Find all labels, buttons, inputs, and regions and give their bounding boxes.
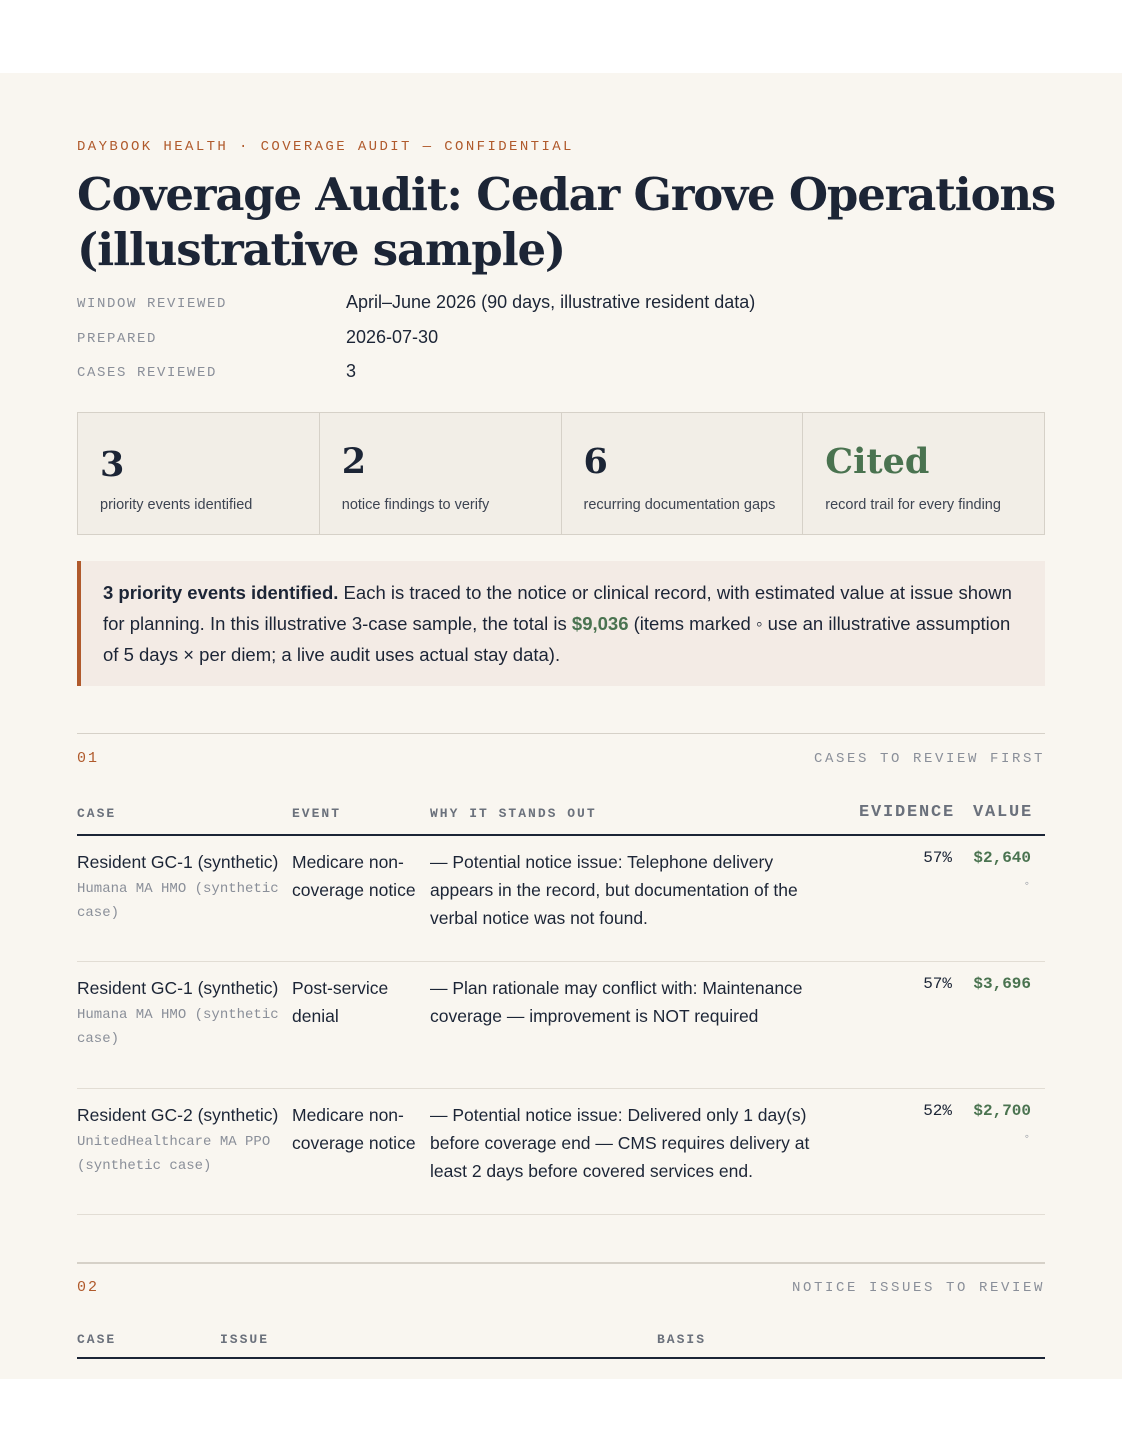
column-header-issue: ISSUE: [220, 1332, 270, 1347]
meta-row-window: [77, 291, 1045, 326]
section-title: CASES TO REVIEW FIRST: [813, 751, 1045, 767]
summary-callout: [77, 561, 1045, 686]
evidence-cell: 57%: [923, 975, 952, 993]
assumption-marker-icon: ◦: [1024, 1129, 1029, 1143]
meta-value: 2026-07-30: [346, 326, 439, 347]
stat-value: 3: [100, 444, 125, 485]
table-row: [77, 1089, 1045, 1215]
column-header-evidence: EVIDENCE: [859, 803, 956, 822]
case-name: Resident GC-1 (synthetic): [77, 978, 279, 998]
why-cell: — Potential notice issue: Telephone delivery appears in the record, but documentation of the verbal notice was not found.: [430, 852, 798, 928]
section-divider: [77, 733, 1045, 734]
stat-label: recurring documentation gaps: [583, 497, 776, 513]
event-cell: Medicare non-coverage notice: [292, 852, 416, 900]
meta-label: PREPARED: [77, 330, 158, 347]
meta-value: 3: [346, 361, 357, 381]
callout-lead: 3 priority events identified.: [103, 582, 339, 603]
column-header-case: CASE: [77, 1332, 117, 1347]
table-row: [77, 962, 1045, 1089]
case-cell: [77, 848, 282, 925]
callout-total: $9,036: [571, 613, 629, 634]
case-plan: Humana MA HMO (synthetic case): [77, 1007, 279, 1047]
report-meta: [77, 291, 1045, 395]
stat-priority-events: [78, 413, 320, 534]
evidence-cell: 57%: [923, 849, 952, 867]
report-page: [0, 73, 1122, 1379]
value-cell: $2,700: [973, 1102, 1031, 1120]
why-cell: — Potential notice issue: Delivered only 1 day(s) before coverage end — CMS requires delivery at least 2 days before covered services end.: [430, 1105, 810, 1181]
section-number: 02: [77, 1279, 100, 1296]
assumption-marker-icon: ◦: [1024, 876, 1029, 890]
meta-label: CASES REVIEWED: [77, 365, 218, 381]
stat-value: Cited: [825, 441, 930, 482]
meta-value: April–June 2026 (90 days, illustrative resident data): [346, 292, 756, 312]
stat-value: 2: [341, 441, 367, 482]
event-cell: Post-service denial: [292, 978, 389, 1026]
case-cell: [77, 974, 282, 1051]
why-cell: — Plan rationale may conflict with: Maintenance coverage — improvement is NOT required: [430, 978, 803, 1026]
meta-row-prepared: [77, 326, 1045, 361]
column-header-event: EVENT: [292, 806, 342, 821]
meta-row-cases: [77, 360, 1045, 395]
stat-label: notice findings to verify: [341, 497, 490, 513]
column-header-case: CASE: [77, 806, 117, 821]
event-cell: Medicare non-coverage notice: [292, 1105, 416, 1153]
column-header-why: WHY IT STANDS OUT: [430, 806, 597, 821]
stat-value: 6: [583, 441, 608, 482]
stat-documentation-gaps: [562, 413, 804, 534]
report-kicker: DAYBOOK HEALTH · COVERAGE AUDIT — CONFIDENTIAL: [77, 139, 574, 155]
section-divider: [77, 1262, 1045, 1264]
value-cell: $2,640: [973, 849, 1031, 867]
meta-label: WINDOW REVIEWED: [77, 296, 228, 312]
summary-stats: [77, 412, 1045, 535]
table-header-rule: [77, 1357, 1045, 1359]
page-title: Coverage Audit: Cedar Grove Operations (illustrative sample): [77, 168, 1056, 276]
callout-text: Each is traced to the notice or clinical record, with estimated value at issue shown for planning. In this illustrative 3-case sample, the total is: [103, 582, 1012, 634]
value-cell: $3,696: [973, 975, 1031, 993]
column-header-basis: BASIS: [657, 1332, 707, 1347]
stat-record-trail: [803, 413, 1044, 534]
case-cell: [77, 1101, 282, 1178]
evidence-cell: 52%: [923, 1102, 952, 1120]
case-name: Resident GC-1 (synthetic): [77, 852, 279, 872]
section-number: 01: [77, 750, 100, 767]
stat-label: record trail for every finding: [825, 497, 1001, 513]
column-header-value: VALUE: [973, 803, 1034, 822]
callout-text: (items marked ◦ use an illustrative assumption of 5 days × per diem; a live audit uses actual stay data).: [103, 613, 1011, 665]
stat-label: priority events identified: [100, 497, 253, 513]
case-name: Resident GC-2 (synthetic): [77, 1105, 279, 1125]
stat-notice-findings: [320, 413, 562, 534]
table-row: [77, 836, 1045, 962]
section-title: NOTICE ISSUES TO REVIEW: [791, 1280, 1045, 1296]
case-plan: Humana MA HMO (synthetic case): [77, 881, 279, 921]
case-plan: UnitedHealthcare MA PPO (synthetic case): [77, 1134, 271, 1174]
